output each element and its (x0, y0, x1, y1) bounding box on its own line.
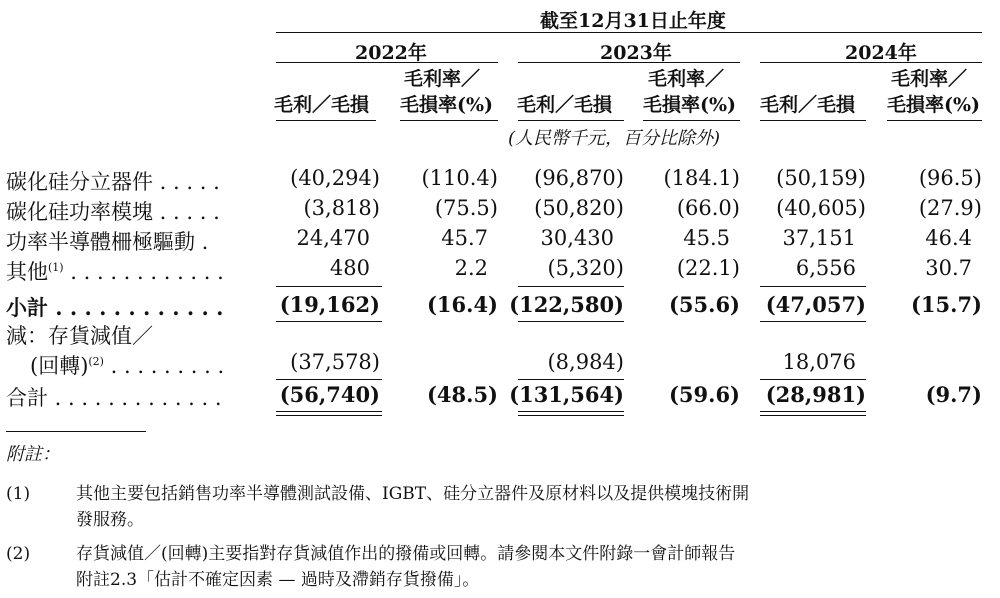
sub-rule-6 (887, 120, 982, 121)
cell: (96,870) (534, 166, 624, 190)
cell: (40,294) (290, 166, 380, 190)
period-rule (276, 32, 982, 33)
year-2023-rule (518, 62, 740, 63)
cell: (47,057) (765, 292, 866, 317)
col-profit-2024: 毛利／毛損 (760, 94, 856, 116)
footnote-separator (6, 431, 146, 432)
cell: (19,162) (279, 292, 380, 317)
year-2024-rule (760, 62, 982, 63)
sub-rule-5 (760, 120, 866, 121)
cell: 45.7 (441, 226, 488, 250)
cell: (16.4) (426, 292, 498, 317)
sub-rule-3 (518, 120, 624, 121)
cell: 46.4 (925, 226, 972, 250)
col-margin-2023-l1: 毛利率／ (648, 68, 725, 90)
cell: (22.1) (676, 256, 740, 280)
total-double-rule-1a (276, 411, 382, 412)
year-2022-rule (276, 62, 498, 63)
cell: (5,320) (547, 256, 624, 280)
impairment-text: (回轉) (30, 354, 89, 378)
cell: (55.6) (668, 292, 740, 317)
year-2024: 2024年 (845, 42, 917, 64)
total-top-rule-2 (518, 379, 624, 380)
row-label-gate-driver: 功率半導體柵極驅動 . (6, 230, 209, 254)
impairment-dots: . . . . . . . . . (103, 354, 225, 378)
cell: (75.5) (434, 196, 498, 220)
cell: (9.7) (925, 382, 982, 407)
total-double-rule-3b (760, 415, 866, 416)
footnote-2-line1: 存貨減值／(回轉)主要指對存貨減值作出的撥備或回轉。請參閱本文件附錄一會計師報告 (76, 544, 736, 564)
footnote-1-line2: 發服務。 (76, 510, 144, 530)
subtotal-top-rule-3 (760, 286, 866, 287)
total-double-rule-1b (276, 415, 382, 416)
cell: (59.6) (668, 382, 740, 407)
cell: (184.1) (663, 166, 740, 190)
subtotal-top-rule-1 (276, 286, 382, 287)
cell: (37,578) (290, 350, 380, 374)
cell: 30.7 (925, 256, 972, 280)
row-label-sic-discrete: 碳化硅分立器件 . . . . . (6, 170, 220, 194)
unit-note: (人民幣千元，百分比除外) (508, 128, 721, 149)
cell: 480 (329, 256, 370, 280)
cell: (8,984) (547, 350, 624, 374)
cell: (110.4) (421, 166, 498, 190)
cell: (96.5) (918, 166, 982, 190)
cell: (27.9) (918, 196, 982, 220)
total-top-rule-1 (276, 379, 382, 380)
cell: (56,740) (279, 382, 380, 407)
period-title: 截至12月31日止年度 (540, 10, 726, 32)
footnote-1-marker: (1) (6, 484, 31, 504)
cell: 2.2 (454, 256, 488, 280)
col-margin-2022-l2: 毛損率(%) (400, 94, 494, 116)
total-double-rule-3a (760, 411, 866, 412)
total-double-rule-2b (518, 415, 624, 416)
subtotal-bottom-rule-3 (760, 321, 866, 322)
col-profit-2022: 毛利／毛損 (274, 94, 370, 116)
cell: (3,818) (303, 196, 380, 220)
cell: (48.5) (426, 382, 498, 407)
sub-rule-2 (400, 120, 498, 121)
cell: 30,430 (540, 226, 614, 250)
cell: (15.7) (910, 292, 982, 317)
cell: 18,076 (782, 350, 856, 374)
cell: (66.0) (676, 196, 740, 220)
col-margin-2023-l2: 毛損率(%) (643, 94, 737, 116)
cell: (122,580) (509, 292, 624, 317)
total-double-rule-2a (518, 411, 624, 412)
year-2023: 2023年 (600, 42, 672, 64)
col-profit-2023: 毛利／毛損 (517, 94, 613, 116)
cell: (28,981) (765, 382, 866, 407)
row-label-others (6, 256, 224, 286)
footnote-heading: 附註： (6, 444, 60, 465)
footnote-2-line2: 附註2.3「估計不確定因素 — 過時及滯銷存貨撥備」。 (76, 570, 480, 590)
cell: 45.5 (683, 226, 730, 250)
sub-rule-4 (643, 120, 740, 121)
footnote-ref-1[interactable]: (1) (48, 261, 64, 274)
cell: (40,605) (776, 196, 866, 220)
subtotal-bottom-rule-1 (276, 321, 382, 322)
cell: (50,820) (534, 196, 624, 220)
impairment-label-l2 (30, 350, 224, 380)
footnote-1-line1: 其他主要包括銷售功率半導體測試設備、IGBT、硅分立器件及原材料以及提供模塊技術開 (76, 484, 750, 504)
subtotal-label: 小計 . . . . . . . . . . . . (6, 295, 224, 320)
row-label-sic-module: 碳化硅功率模塊 . . . . . (6, 200, 220, 224)
total-label: 合計 . . . . . . . . . . . . . (6, 386, 222, 410)
cell: (131,564) (509, 382, 624, 407)
cell: (50,159) (776, 166, 866, 190)
cell: 6,556 (795, 256, 856, 280)
impairment-label-l1: 減：存貨減值／ (6, 324, 153, 348)
footnote-ref-2[interactable]: (2) (88, 355, 104, 368)
cell: 24,470 (296, 226, 370, 250)
others-text: 其他 (6, 260, 48, 284)
col-margin-2022-l1: 毛利率／ (404, 68, 481, 90)
year-2022: 2022年 (355, 42, 427, 64)
total-top-rule-3 (760, 379, 866, 380)
col-margin-2024-l2: 毛損率(%) (887, 94, 981, 116)
col-margin-2024-l1: 毛利率／ (891, 68, 968, 90)
subtotal-bottom-rule-2 (518, 321, 624, 322)
cell: 37,151 (782, 226, 856, 250)
subtotal-top-rule-2 (518, 286, 624, 287)
others-dots: . . . . . . . . . . . . (63, 260, 224, 284)
sub-rule-1 (276, 120, 376, 121)
footnote-2-marker: (2) (6, 544, 31, 564)
